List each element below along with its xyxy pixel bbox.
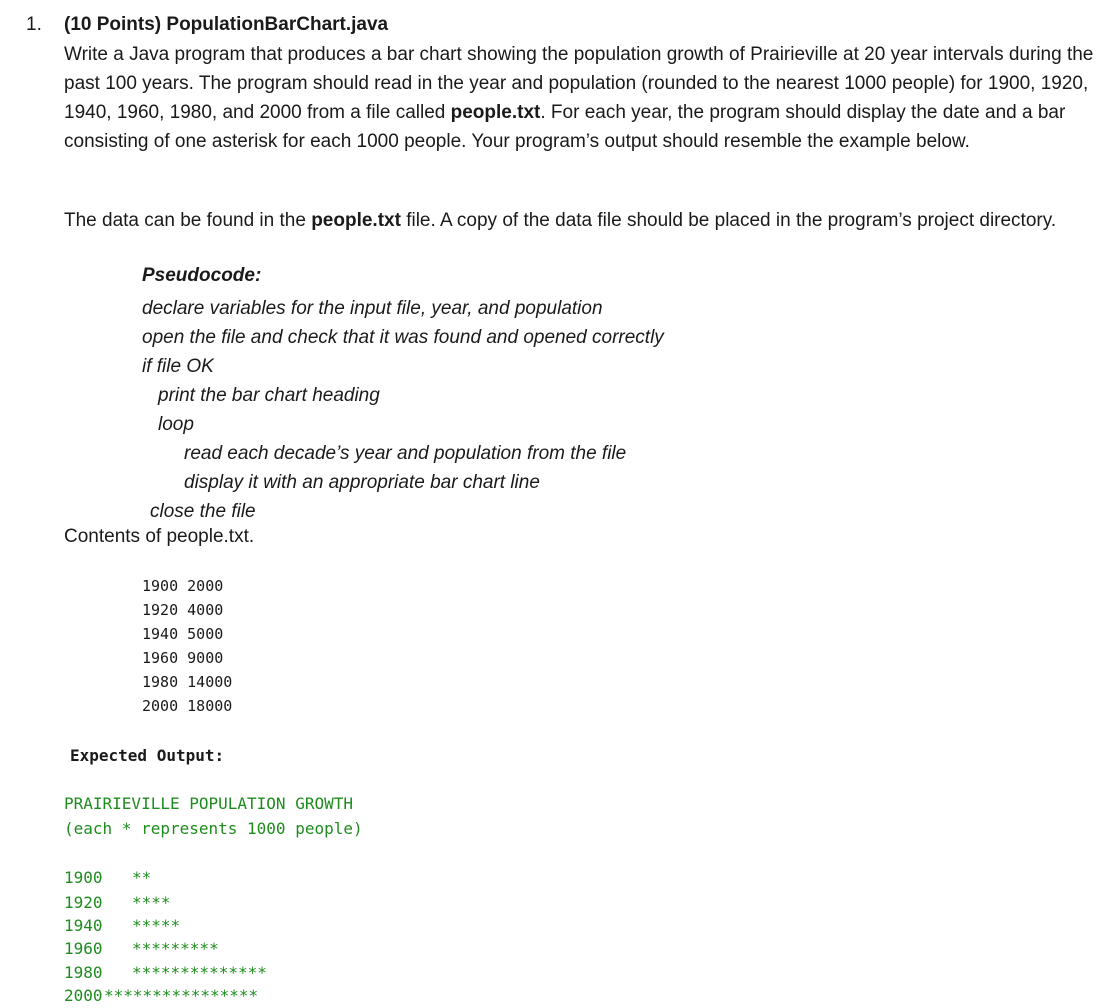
question-number: 1. bbox=[26, 14, 42, 35]
file-line: 2000 18000 bbox=[142, 697, 233, 715]
question-title: (10 Points) PopulationBarChart.java bbox=[64, 14, 389, 35]
bar-stars: ************** bbox=[132, 963, 267, 982]
output-subheading: (each * represents 1000 people) bbox=[64, 819, 363, 838]
instructions-text-1: Write a Java program that produces a bar chart showing the population growth of Prairieville at 20 year intervals during the past 100 years. The program should read in the year and population (rounded to the nearest 1000 people) for 1900, 1920, 1940, 1960, 1980, and 2000 from a file called bbox=[64, 44, 1094, 123]
bar-year: 2000 bbox=[64, 986, 103, 1005]
bar-chart-row bbox=[64, 984, 259, 1008]
bar-year: 1940 bbox=[64, 916, 103, 935]
bar-year: 1900 bbox=[64, 868, 103, 887]
file-line: 1900 2000 bbox=[142, 577, 224, 595]
data-file-text-1: The data can be found in the bbox=[64, 210, 312, 231]
bar-chart-row bbox=[64, 891, 171, 915]
pseudocode-line: open the file and check that it was found and opened correctly bbox=[142, 327, 664, 348]
bar-chart-row bbox=[64, 937, 219, 961]
bar-year: 1960 bbox=[64, 939, 103, 958]
bar-stars: ***** bbox=[132, 916, 181, 935]
instructions-text-2: . For each year, the program should display the date and a bar consisting of one asterisk for each 1000 people. Your program’s output should resemble the example below. bbox=[64, 102, 1066, 152]
pseudocode-line: display it with an appropriate bar chart line bbox=[184, 472, 540, 493]
bar-chart-row bbox=[64, 866, 152, 890]
pseudocode-line: loop bbox=[158, 414, 194, 435]
file-contents-label: Contents of people.txt. bbox=[64, 526, 255, 547]
pseudocode-line: read each decade’s year and population from the file bbox=[184, 443, 627, 464]
pseudocode-line: declare variables for the input file, year, and population bbox=[142, 298, 603, 319]
expected-output-label: Expected Output: bbox=[70, 746, 225, 765]
pseudocode-line: if file OK bbox=[142, 356, 214, 377]
data-file-paragraph bbox=[64, 206, 1094, 235]
pseudocode-line: print the bar chart heading bbox=[158, 385, 380, 406]
pseudocode-line: close the file bbox=[150, 501, 256, 522]
bar-stars: ** bbox=[132, 868, 152, 887]
file-line: 1980 14000 bbox=[142, 673, 233, 691]
bar-year: 1920 bbox=[64, 893, 103, 912]
pseudocode-label: Pseudocode: bbox=[142, 265, 262, 286]
instructions-paragraph bbox=[64, 40, 1094, 156]
filename-bold-2: people.txt bbox=[311, 210, 401, 231]
file-line: 1940 5000 bbox=[142, 625, 224, 643]
filename-bold: people.txt bbox=[450, 102, 541, 123]
file-line: 1960 9000 bbox=[142, 649, 224, 667]
bar-year: 1980 bbox=[64, 963, 103, 982]
bar-stars: **** bbox=[132, 893, 171, 912]
bar-stars: ********* bbox=[132, 939, 219, 958]
data-file-text-2: file. A copy of the data file should be placed in the program’s project directory. bbox=[400, 210, 1057, 231]
bar-chart-row bbox=[64, 961, 267, 985]
bar-chart-row bbox=[64, 914, 181, 938]
file-line: 1920 4000 bbox=[142, 601, 224, 619]
bar-stars: **************** bbox=[104, 986, 259, 1005]
output-heading: PRAIRIEVILLE POPULATION GROWTH bbox=[64, 794, 353, 813]
